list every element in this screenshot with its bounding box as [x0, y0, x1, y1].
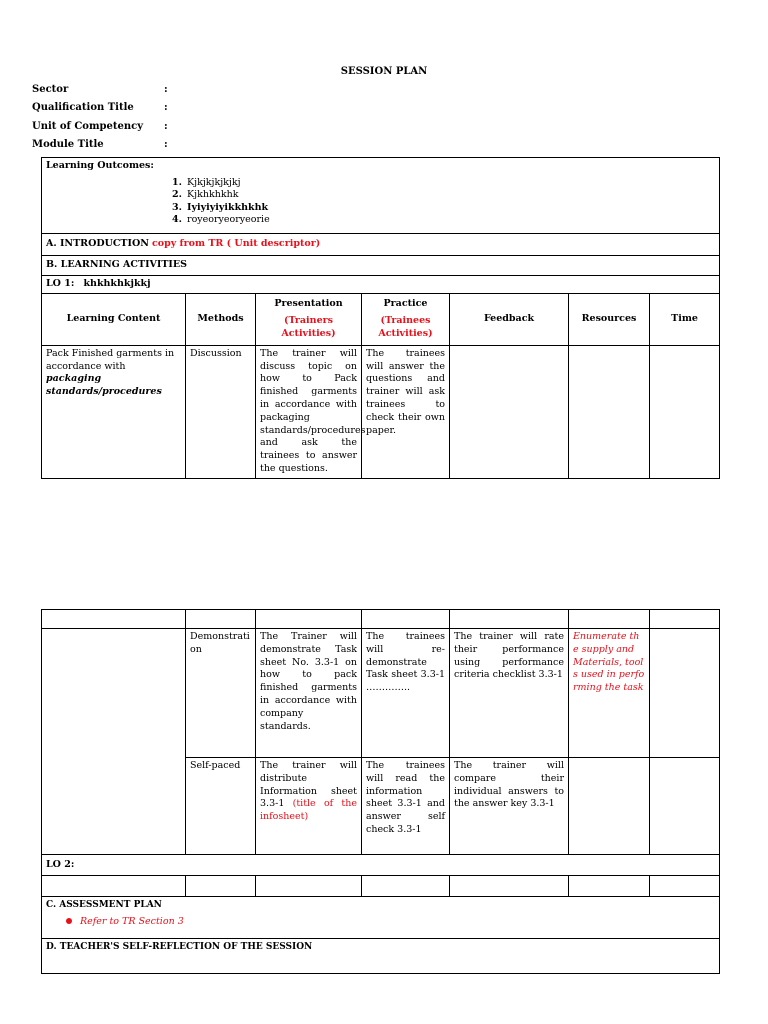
row3-presentation: The trainer will distribute Information sheet 3.3-1 (title of the infosheet)	[256, 758, 362, 855]
lo1-value: khkhkhkjkkj	[83, 278, 151, 289]
assessment-plan-item: Refer to TR Section 3	[46, 916, 715, 929]
row1-resources	[569, 345, 650, 478]
assessment-plan-label: C. ASSESSMENT PLAN	[46, 900, 162, 910]
col-presentation: Presentation (Trainers Activities)	[256, 293, 362, 345]
bullet-icon	[66, 918, 72, 924]
row3-time	[650, 758, 720, 855]
list-item: 2. Kjkhkhkhk	[172, 189, 239, 201]
row1-practice: The trainees will answer the questions and trainer will ask trainees to check their own paper.	[362, 345, 450, 478]
field-unit-of-competency: Unit of Competency :	[32, 120, 168, 132]
field-sector: Sector :	[32, 84, 168, 95]
row3-resources	[569, 758, 650, 855]
row2-resources: Enumerate the supply and Materials, tools used in performing the task	[569, 629, 650, 758]
column-header-row	[42, 293, 720, 345]
row3-practice: The trainees will read the information sheet 3.3-1 and answer self check 3.3-1	[362, 758, 450, 855]
learning-outcomes-cell	[42, 158, 720, 234]
col-time: Time	[650, 293, 720, 345]
row1-content: Pack Finished garments in accordance with packaging standards/procedures	[42, 345, 186, 478]
row1-presentation: The trainer will discuss topic on how to Pack finished garments in accordance with packaging standards/procedures and ask the trainees to answer the questions.	[256, 345, 362, 478]
col-learning-content: Learning Content	[42, 293, 186, 345]
lo1-label: LO 1:	[46, 278, 75, 289]
row2-presentation: The Trainer will demonstrate Task sheet No. 3.3-1 on how to pack finished garments in accordance with company standards.	[256, 629, 362, 758]
lo1-row	[42, 276, 720, 294]
row2-content	[42, 629, 186, 855]
page-title: SESSION PLAN	[340, 66, 428, 77]
row1-feedback	[450, 345, 569, 478]
introduction-label: A. INTRODUCTION	[46, 238, 149, 250]
field-module-title: Module Title :	[32, 138, 168, 150]
col-practice: Practice (Trainees Activities)	[362, 293, 450, 345]
learning-activities-label: B. LEARNING ACTIVITIES	[42, 256, 720, 276]
assessment-plan-cell	[42, 897, 720, 939]
list-item: 1. Kjkjkjkjkjkj	[172, 176, 241, 188]
header-fields	[32, 84, 168, 157]
session-table-bottom	[41, 609, 720, 974]
row3-feedback: The trainer will compare their individual answers to the answer key 3.3-1	[450, 758, 569, 855]
row1-method: Discussion	[186, 345, 256, 478]
row2-practice: The trainees will re-demonstrate Task sheet 3.3-1 …………..	[362, 629, 450, 758]
col-methods: Methods	[186, 293, 256, 345]
col-feedback: Feedback	[450, 293, 569, 345]
introduction-row	[42, 234, 720, 256]
self-reflection-label: D. TEACHER'S SELF-REFLECTION OF THE SESSION	[42, 939, 720, 974]
row2-method: Demonstration	[186, 629, 256, 758]
table-row	[42, 345, 720, 478]
list-item: 3. Iyiyiyiyikkhkhk	[172, 201, 269, 213]
row3-method: Self-paced	[186, 758, 256, 855]
lo2-label: LO 2:	[42, 855, 720, 876]
learning-outcomes-heading: Learning Outcomes:	[46, 160, 154, 171]
row1-time	[650, 345, 720, 478]
introduction-note: copy from TR ( Unit descriptor)	[151, 238, 321, 250]
table-row	[42, 629, 720, 758]
row2-time	[650, 629, 720, 758]
list-item: 4. royeoryeoryeorie	[172, 214, 270, 226]
row2-feedback: The trainer will rate their performance using performance criteria checklist 3.3-1	[450, 629, 569, 758]
col-resources: Resources	[569, 293, 650, 345]
session-table-top	[41, 157, 720, 479]
field-qualification-title: Qualification Title :	[32, 102, 168, 114]
learning-outcomes-list	[172, 177, 715, 227]
